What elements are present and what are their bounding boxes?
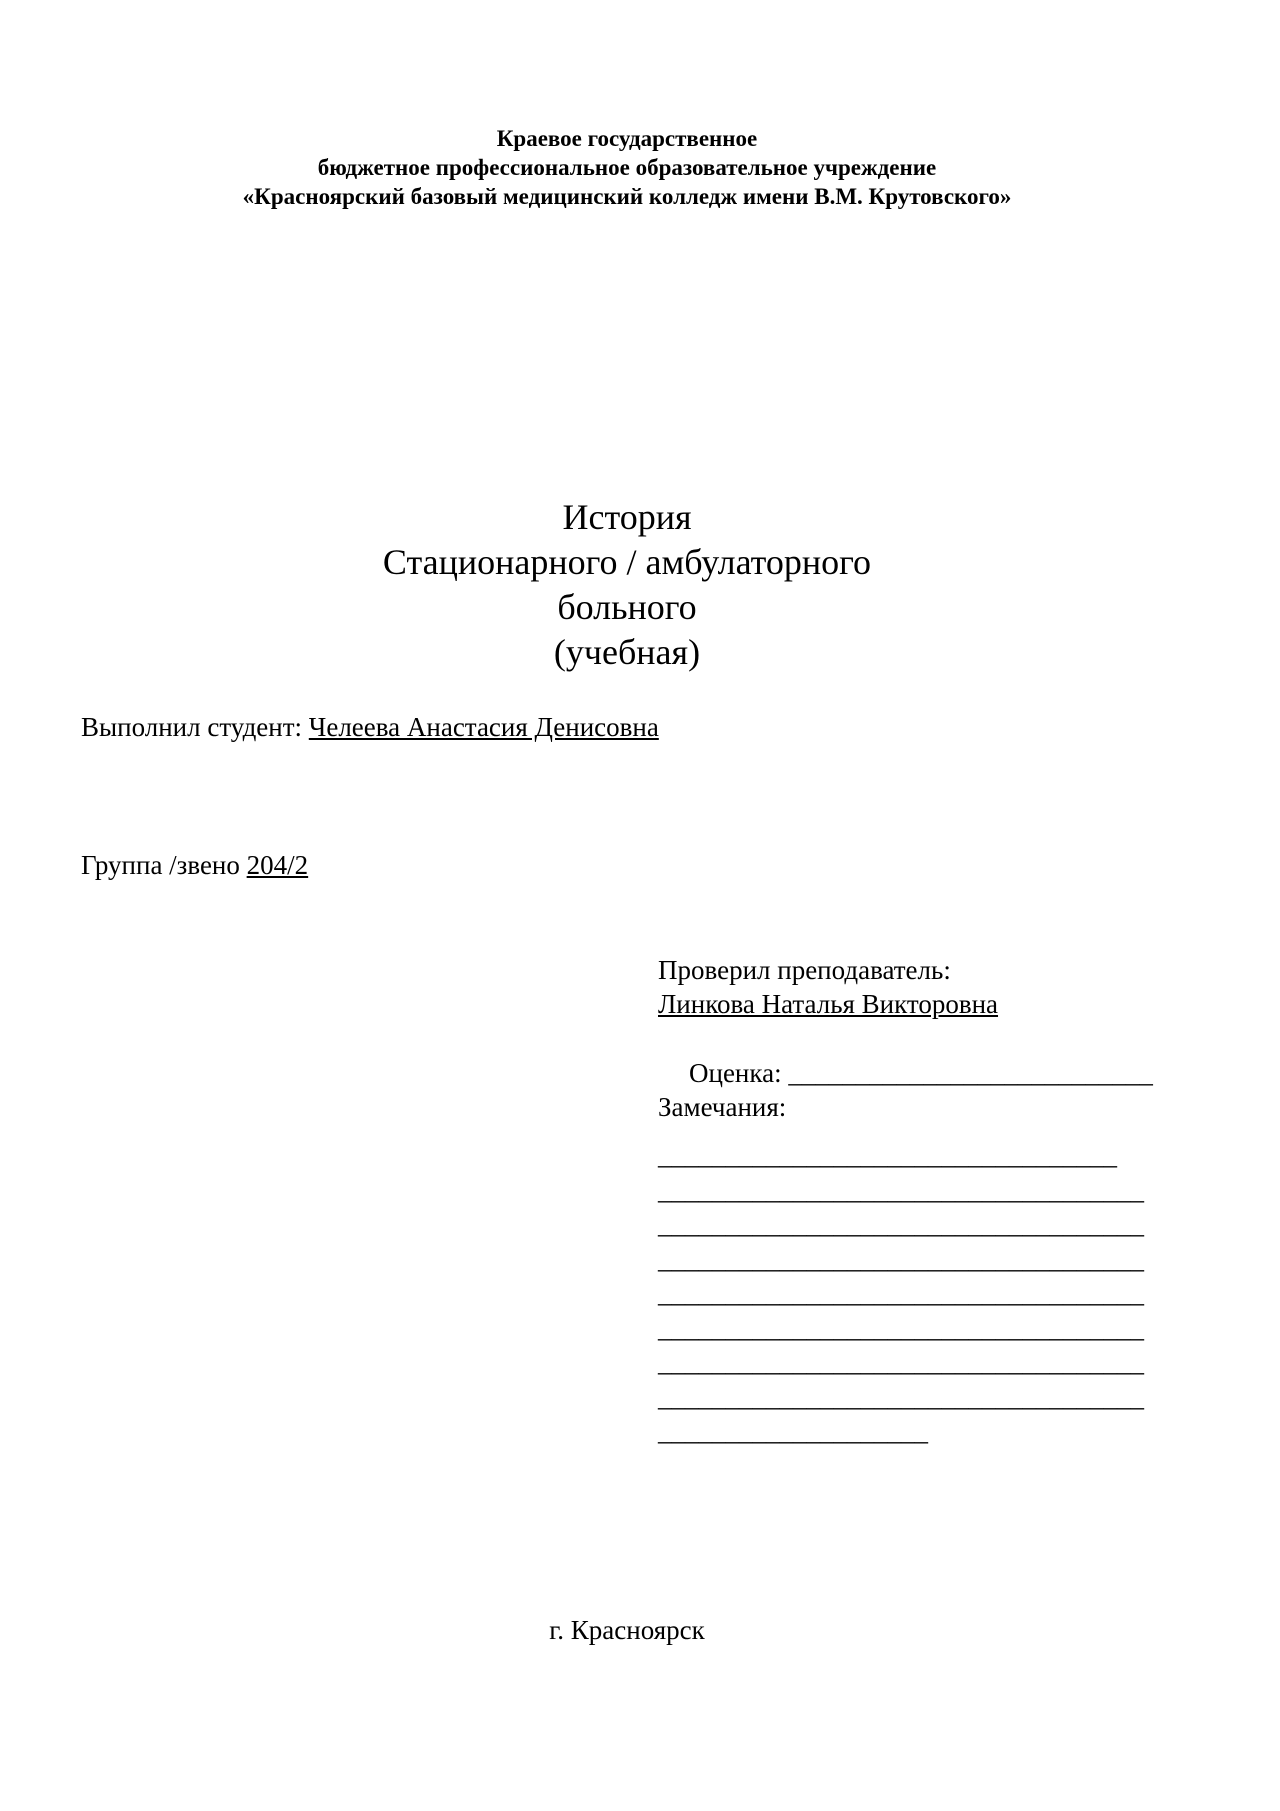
grade-field <box>658 1056 1153 1090</box>
remarks-line: ____________________________________ <box>658 1381 1144 1412</box>
remarks-line: ____________________________________ <box>658 1243 1144 1274</box>
group-label: Группа /звено <box>81 850 247 880</box>
student-name: Челеева Анастасия Денисовна <box>308 712 659 742</box>
student-label: Выполнил студент: <box>81 712 309 742</box>
header-line-3: «Красноярский базовый медицинский колледж имени В.М. Крутовского» <box>242 184 1012 209</box>
remarks-line: ____________________________________ <box>658 1347 1144 1377</box>
grade-label: Оценка: <box>689 1058 789 1088</box>
group-value: 204/2 <box>246 850 309 880</box>
remarks-line: __________________________________ <box>658 1140 1117 1170</box>
teacher-name: Линкова Наталья Викторовна <box>658 989 999 1019</box>
teacher-label: Проверил преподаватель: <box>658 955 951 985</box>
city-footer: г. Красноярск <box>549 1615 705 1645</box>
remarks-label: Замечания: <box>658 1092 787 1122</box>
grade-blank: ___________________________ <box>788 1058 1153 1088</box>
title-line-1: История <box>562 497 692 537</box>
group-field <box>81 848 308 882</box>
teacher-block <box>658 953 1153 1124</box>
institution-header <box>0 124 1254 211</box>
title-line-3: больного <box>557 587 697 627</box>
header-line-2: бюджетное профессиональное образовательное учреждение <box>317 155 937 180</box>
remarks-lines <box>658 1138 1144 1449</box>
remarks-line: ____________________________________ <box>658 1278 1144 1308</box>
remarks-line: ____________________________________ <box>658 1312 1144 1343</box>
remarks-line: ____________________________________ <box>658 1174 1144 1205</box>
remarks-line: ____________________ <box>658 1416 928 1446</box>
title-line-4: (учебная) <box>553 632 701 672</box>
header-line-1: Краевое государственное <box>496 126 758 151</box>
title-line-2: Стационарного / амбулаторного <box>382 542 872 582</box>
student-field <box>81 710 659 744</box>
remarks-line: ____________________________________ <box>658 1209 1144 1239</box>
document-title <box>0 495 1254 675</box>
